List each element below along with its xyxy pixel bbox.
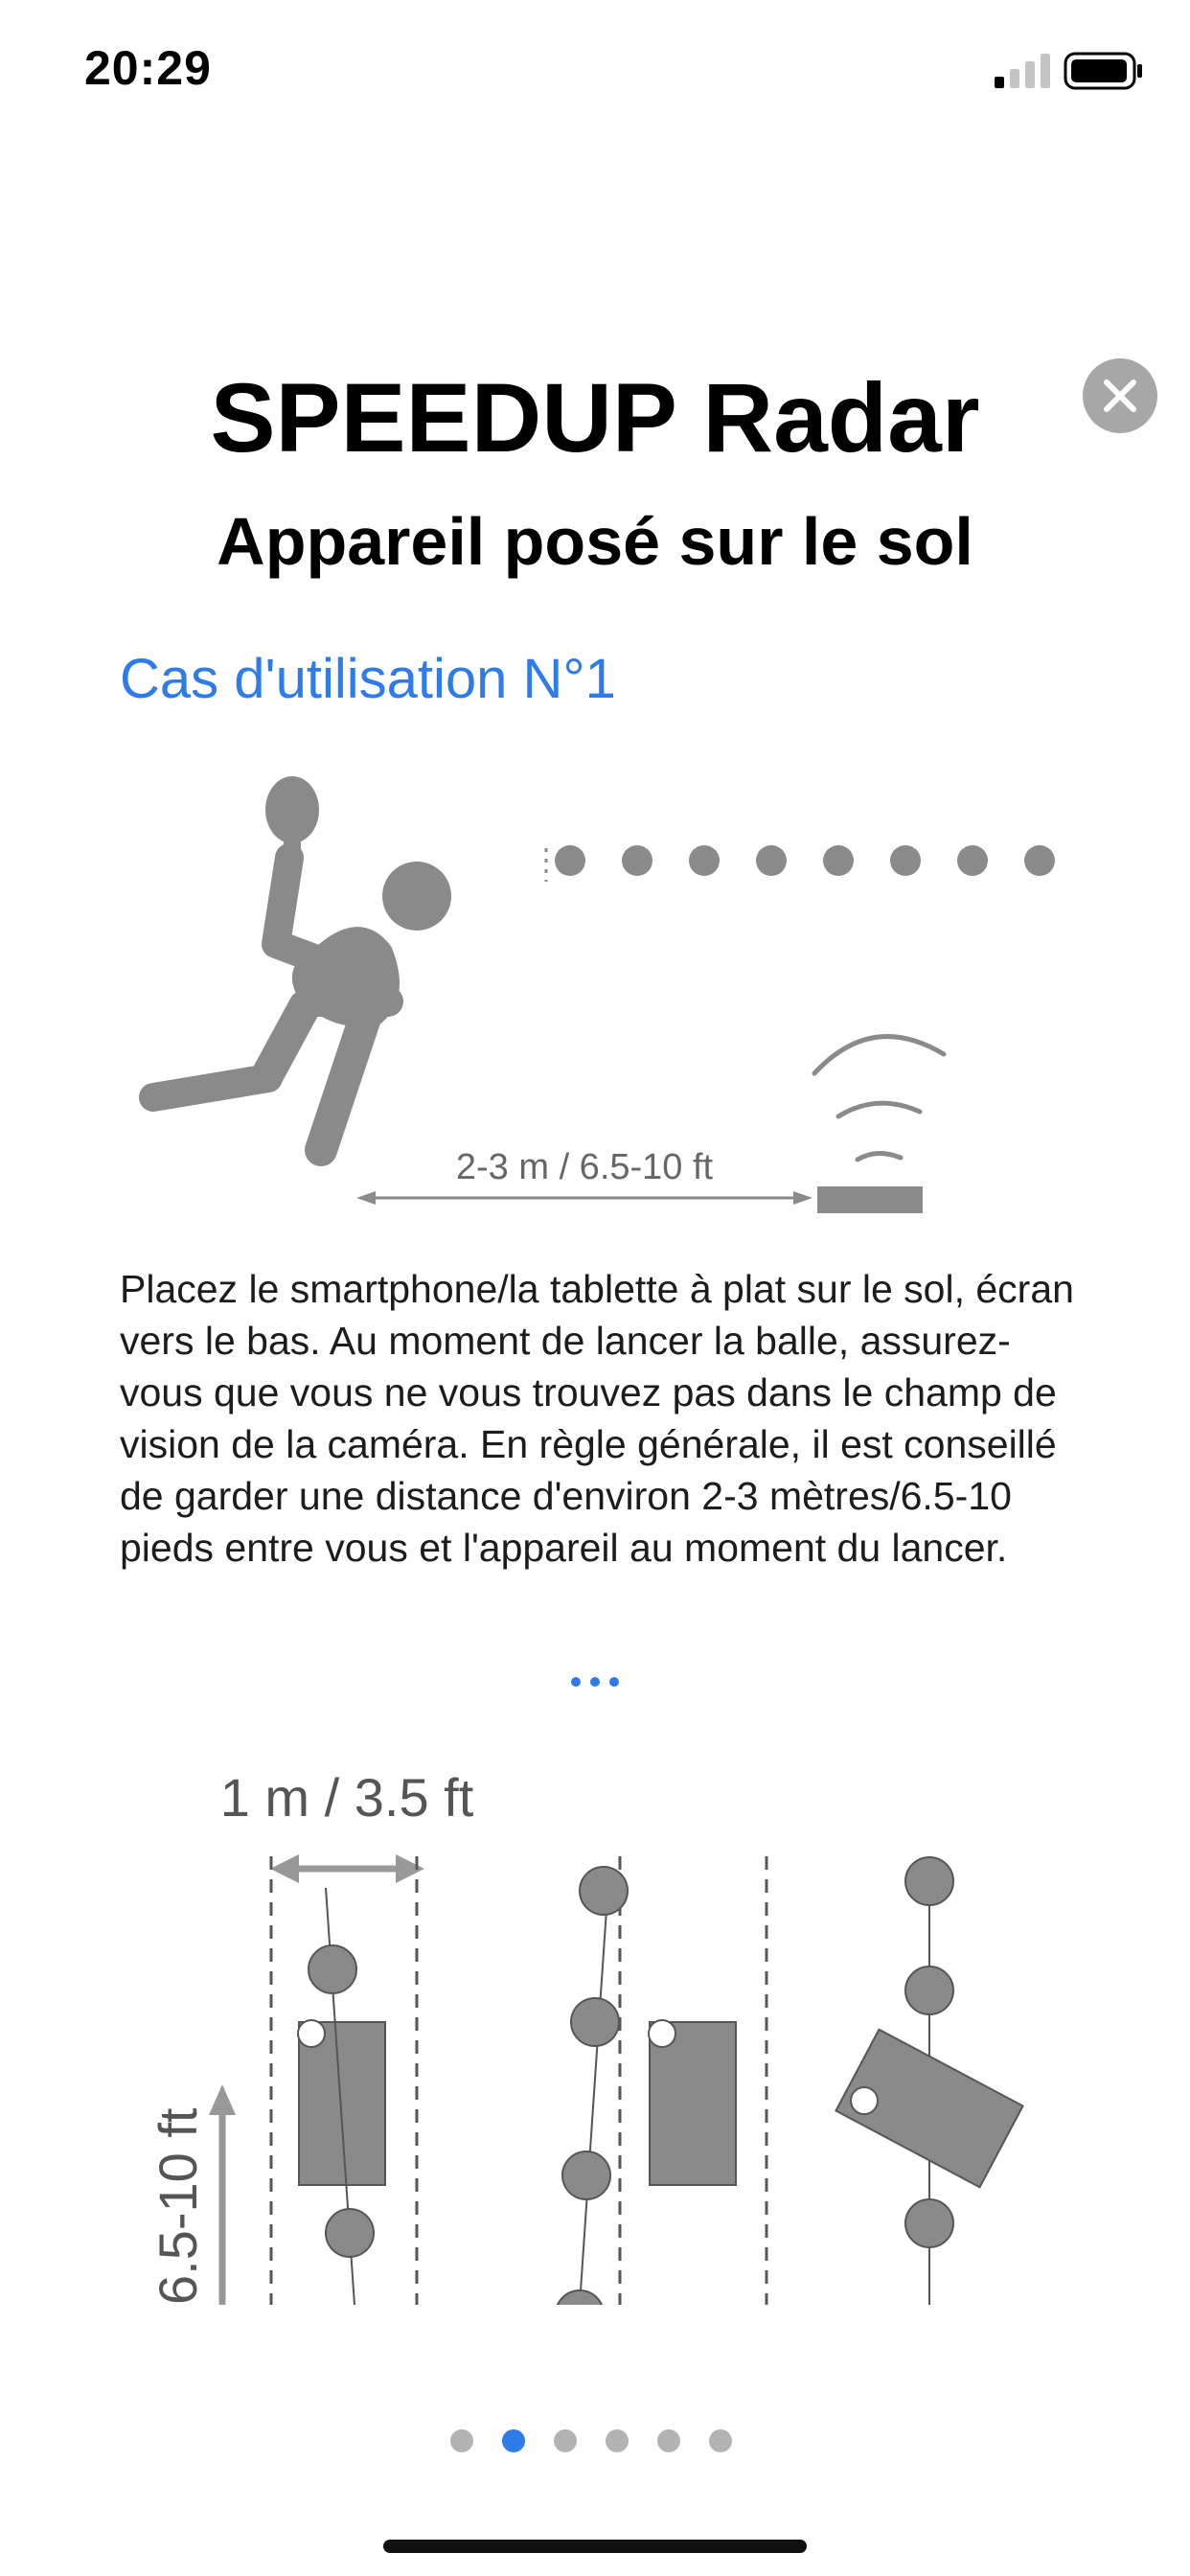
diagram-offset: [556, 1867, 736, 2305]
width-arrow: [270, 1854, 424, 1883]
width-label: 1 m / 3.5 ft: [219, 1768, 474, 1828]
status-time: 20:29: [84, 41, 212, 95]
ball-trajectory: [546, 845, 1055, 882]
page-subtitle: Appareil posé sur le sol: [217, 504, 973, 579]
throwing-illustration: [134, 767, 1064, 1217]
placement-diagram: [134, 1768, 1064, 2305]
page-dot-5[interactable]: [657, 2429, 680, 2452]
page-dot-3[interactable]: [554, 2429, 577, 2452]
device-signal-waves: [814, 1037, 944, 1160]
page-dot-6[interactable]: [709, 2429, 732, 2452]
distance-arrow-vertical: [209, 2084, 236, 2305]
diagram-rotated: [835, 1857, 1022, 2305]
device-on-floor: [817, 1186, 923, 1213]
battery-icon: [1064, 52, 1144, 90]
distance-label: 2-3 m / 6.5-10 ft: [455, 1147, 714, 1187]
distance-arrow: [356, 1191, 812, 1205]
diagram-correct: [298, 1888, 385, 2305]
usage-description: Placez le smartphone/la tablette à plat sur le sol, écran vers le bas. Au moment de lancer la balle, assurez-vous que vous ne vous trouvez pas dans le champ de vision de la caméra. En règle générale, il est conseillé de garder une distance d'environ 2-3 mètres/6.5-10 pieds entre vous et l'appareil au moment du lancer.: [120, 1267, 1074, 1570]
page-dot-1[interactable]: [450, 2429, 473, 2452]
cellular-signal-icon: [995, 54, 1052, 88]
page-indicator[interactable]: [450, 2426, 740, 2455]
vertical-distance-label: 6.5-10 ft: [148, 2107, 208, 2305]
page-dot-4[interactable]: [606, 2429, 629, 2452]
more-dots-icon[interactable]: [566, 1672, 624, 1691]
home-indicator[interactable]: [383, 2540, 807, 2553]
page-dot-2[interactable]: [502, 2429, 525, 2452]
section-heading: Cas d'utilisation N°1: [120, 648, 616, 710]
thrower-figure: [153, 776, 451, 1150]
page-title: SPEEDUP Radar: [210, 363, 980, 472]
